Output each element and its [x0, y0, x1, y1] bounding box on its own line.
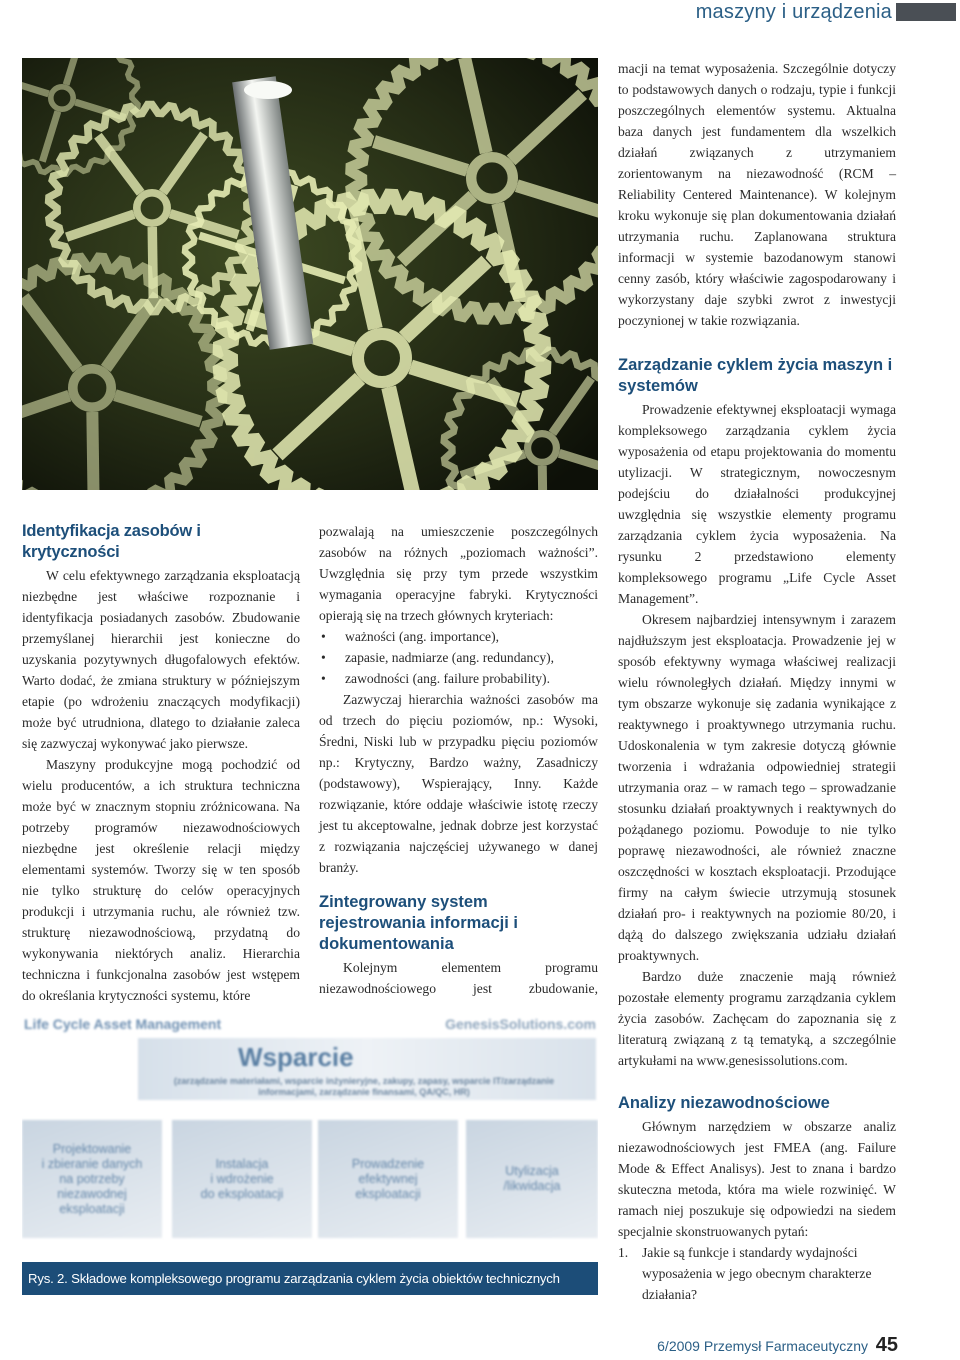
issue-text: 6/2009 Przemysł Farmaceutyczny — [657, 1338, 868, 1354]
column-3 — [618, 58, 896, 1305]
heading-integrated-system: Zintegrowany system rejestrowania informacji i dokumentowania — [319, 893, 518, 953]
header-bar — [896, 3, 956, 21]
paragraph: W celu efektywnego zarządzania eksploatacją niezbędne jest właściwe rozpoznanie i identyfikacja posiadanych zasobów. Zbudowanie przemyślanej hierarchii jest konieczne do uzyskania pozytywnych długofalowych efektów. Warto dodać, że zmiana struktury w późniejszym etapie (po wdrożeniu znaczących modyfikacji) może być utrudniona, dlatego to działanie zaleca się zazwyczaj wykonywać jako pierwsze. — [22, 568, 300, 751]
column-1 — [22, 521, 300, 1006]
page-number: 45 — [875, 1334, 898, 1356]
list-item: • ważności (ang. importance), — [319, 626, 598, 647]
paragraph: Zazwyczaj hierarchia ważności zasobów ma od trzech do pięciu poziomów, np.: Wysoki, Średni, Niski lub w przypadku pięciu poziomów np.: Krytyczny, Bardzo ważny, Zasadniczy (podstawowy), Wspierający, Inny. Każde rozwiązanie, które oddaje właściwie istotę rzeczy jest tu akceptowalne, jednak dobrze jest korzystać z rozwiązania najczęściej używanego w danej branży. — [319, 692, 598, 875]
paragraph: Głównym narzędziem w obszarze analiz niezawodnościowych jest FMEA (ang. Failure Mode & Effect Analisys). Jest to znana i bardzo skuteczna metoda, która ma wiele rozwinięć. W ramach niej poszukuje się odpowiedzi na siedem specjalnie skonstruowanych pytań: — [618, 1119, 896, 1239]
support-box — [138, 1038, 596, 1100]
shaft-top-shape — [244, 81, 292, 99]
section-header: maszyny i urządzenia — [695, 1, 892, 23]
paragraph: Maszyny produkcyjne mogą pochodzić od wielu producentów, a ich struktura techniczna może być w znacznym stopniu zróżnicowana. Na potrzeby programów niezawodnościowych niezbędne jest określenie relacji między elementami systemów. Tworzy się w ten sposób nie tylko strukturę do celów operacyjnych produkcji i utrzymania ruchu, ale również tzw. strukturę niezawodnościową, przydatną do wykonywania niektórych analiz. Hierarchia techniczna i funkcjonalna zasobów jest wstępem do określania krytyczności systemu, które — [22, 757, 300, 1003]
support-title: Wsparcie — [238, 1042, 354, 1072]
heading-reliability-analysis: Analizy niezawodnościowe — [618, 1094, 830, 1112]
figure-title: Life Cycle Asset Management — [24, 1016, 222, 1032]
list-item — [618, 1242, 896, 1305]
list-number: 1. — [618, 1245, 629, 1260]
stage-box-installation — [172, 1120, 312, 1238]
figure-caption: Rys. 2. Składowe kompleksowego programu zarządzania cyklem życia obiektów technicznych — [22, 1262, 598, 1295]
paragraph: Bardzo duże znaczenie mają również pozostałe elementy programu zarządzania cyklem życia zasobów. Zachęcam do zapoznania się z literaturą związaną z tą tematyką, a szczególnie artykułami na www.genesissolutions.com. — [618, 969, 896, 1068]
paragraph: Okresem najbardziej intensywnym i zarazem najdłuższym jest eksploatacja. Prowadzenie jej w sposób efektywny wymaga właściwej realizacji wielu równoległych działań. Między innymi w tym obszarze wykonuje się zadania wynikające z reaktywnego i proaktywnego utrzymania ruchu. Udoskonalenia w tym zakresie dotyczą głównie tworzenia i wdrażania odpowiedniej strategii utrzymania oraz – w ramach tego – sprowadzanie stosunku działań proaktywnych i reaktywnych do pożądanego poziomu. Powoduje to nie tylko poprawę niezawodności, ale również znaczne oszczędności w kosztach eksploatacji. Przodujące firmy na całym świecie utrzymują stosunek działań pro- i reaktywnych na poziomie 80/20, i dążą do dalszego zwiększania udziału działań proaktywnych. — [618, 612, 896, 963]
paragraph: macji na temat wyposażenia. Szczególnie dotyczy to podstawowych danych o rodzaju, typie i funkcji poszczególnych elementów systemu. Aktualna baza danych jest fundamentem dla wszelkich działań związanych z utrzymaniem zorientowanym na niezawodność (RCM – Reliability Centered Maintenance). W kolejnym kroku wykonuje się plan dokumentowania działań utrzymania ruchu. Zaplanowana struktura informacji w systemie bazodanowym stanowi cenny zasób, który właściwie zagospodarowany i wykorzystany daje szybki zwrot z inwestycji poczynionej w takie rozwiązania. — [618, 61, 896, 328]
paragraph: pozwalają na umieszczenie poszczególnych zasobów na różnych „poziomach ważności”. Uwzględnia się przy tym przede wszystkim wymagania operacyjne fabryki. Krytyczności opierają się na trzech głównych kryteriach: — [319, 524, 598, 623]
questions-list — [618, 1242, 896, 1305]
stage-box-operation — [318, 1120, 458, 1238]
stage-label: Utylizacja /likwidacja — [503, 1164, 561, 1193]
list-text: Jakie są funkcje i standardy wydajności wyposażenia w jego obecnym charakterze działania? — [642, 1245, 872, 1302]
heading-asset-identification: Identyfikacja zasobów i krytyczności — [22, 522, 201, 561]
heading-lifecycle: Zarządzanie cyklem życia maszyn i systemów — [618, 356, 893, 395]
list-item: • zapasie, nadmiarze (ang. redundancy), — [319, 647, 598, 668]
gears-photo — [22, 58, 598, 490]
footer-issue — [657, 1338, 868, 1354]
column-2 — [319, 521, 598, 1041]
support-subtitle: (zarządzanie materiałami, wsparcie inżynieryjne, zakupy, zapasy, wsparcie IT/zarządzanie informacjami, zarządzanie finansami, QA/QC, HR) — [173, 1076, 555, 1097]
criteria-list — [319, 626, 598, 689]
figure-source: GenesisSolutions.com — [445, 1016, 596, 1032]
lifecycle-figure — [22, 1004, 598, 1252]
list-item: • zawodności (ang. failure probability). — [319, 668, 598, 689]
stage-label: Projektowanie i zbieranie danych na potrzeby niezawodnej eksploatacji — [41, 1141, 143, 1216]
stage-box-disposal — [466, 1120, 598, 1238]
stage-box-design — [22, 1120, 162, 1238]
stage-label: Prowadzenie efektywnej eksploatacji — [351, 1156, 425, 1201]
gears-illustration — [22, 58, 598, 490]
paragraph: Prowadzenie efektywnej eksploatacji wymaga kompleksowego zarządzania cyklem życia wyposażenia od etapu projektowania do momentu utylizacji. W strategicznym, nowoczesnym podejściu do działalności produkcyjnej uwzględnia się wszystkie elementy programu zarządzania cyklem życia wyposażenia. Na rysunku 2 przedstawiono elementy kompleksowego programu „Life Cycle Asset Management”. — [618, 402, 896, 606]
paragraph: Kolejnym elementem programu niezawodnościowego jest zbudowanie, — [319, 960, 598, 996]
stage-label: Instalacja i wdrożenie do eksploatacji — [200, 1156, 284, 1201]
